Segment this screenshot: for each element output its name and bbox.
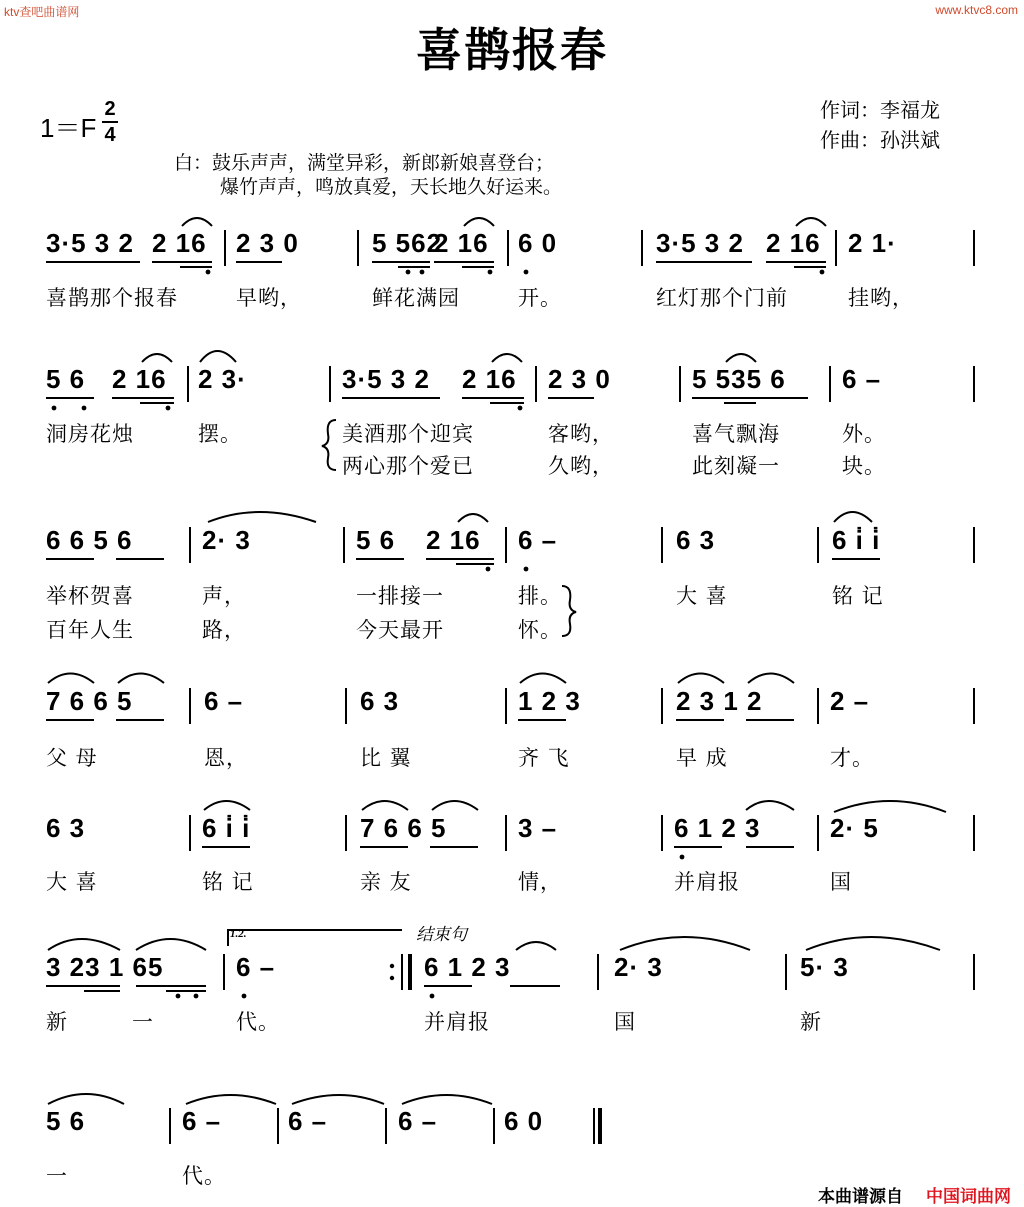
lyric-s1-v1-5: 红灯那个门前 [656,286,788,310]
notes-s1-m8: 2 16 [766,228,821,258]
notes-s6-m5: 5· 3 [800,952,849,982]
lyric-s3-v1-6: 铭 记 [832,584,884,608]
lyric-s2-v1-1: 洞房花烛 [46,422,134,446]
lyric-s2-v2-1: 两心那个爱已 [342,454,474,478]
notes-s1-m2: 2 16 [152,228,207,258]
lyric-s3-v2-3: 今天最开 [356,618,444,642]
lyric-s2-v1-6: 外。 [842,422,886,446]
lyric-s3-v1-4: 排。 [518,584,562,608]
volta-label: 1.2. [230,928,247,940]
lyric-s5-v1-3: 亲 友 [360,870,412,894]
narration-line-1: 白：鼓乐声声，满堂异彩，新郎新娘喜登台； [174,152,555,174]
lyric-s1-v1-4: 开。 [518,286,562,310]
lyric-s4-v1-3: 比 翼 [360,746,412,770]
notes-s5-m4: 3 – [518,813,558,843]
lyric-s6-v1-2: 一 [132,1010,154,1034]
lyric-s6-v1-1: 新 [46,1010,68,1034]
narration-line-2: 爆竹声声，鸣放真爱，天长地久好运来。 [220,176,563,198]
notes-s2-m4: 3·5 3 2 [342,364,430,394]
notes-s4-m3: 6 3 [360,686,400,716]
meter-bottom: 4 [104,124,116,146]
notes-s4-m2: 6 – [204,686,244,716]
notes-s1-m9: 2 1· [848,228,897,258]
lyric-s3-v1-3: 一排接一 [356,584,444,608]
lyric-s3-v2-1: 百年人生 [46,618,134,642]
song-title: 喜鹊报春 [416,23,608,77]
watermark-left: ktv查吧曲谱网 [4,5,80,19]
notes-s6-m4: 2· 3 [614,952,663,982]
notes-s7-m3: 6 – [288,1106,328,1136]
lyric-s4-v1-1: 父 母 [46,746,98,770]
lyric-s2-v1-5: 喜气飘海 [692,422,780,446]
notes-s1-m5: 2 16 [434,228,489,258]
notes-s4-m5: 2 3 1 2 [676,686,763,716]
lyric-s5-v1-5: 并肩报 [674,870,740,894]
lyric-s3-v2-4: 怀。 [518,618,562,642]
lyric-s1-v1-6: 挂哟， [848,286,914,310]
notes-s7-m5: 6 0 [504,1106,544,1136]
lyric-s4-v1-2: 恩， [204,746,248,770]
lyric-s3-v2-2: 路， [202,618,246,642]
notes-s5-m2: 6 i̇ i̇ [202,813,251,843]
notes-s3-m1: 6 6 5 6 [46,525,133,555]
lyric-s1-v1-2: 早哟， [236,286,302,310]
notes-s1-m3: 2 3 0 [236,228,299,258]
lyric-s5-v1-4: 情， [518,870,562,894]
lyric-s6-v1-5: 国 [614,1010,636,1034]
notes-s6-m2: 6 – [236,952,276,982]
notes-s3-m7: 6 i̇ i̇ [832,525,881,555]
lyric-s5-v1-6: 国 [830,870,852,894]
notes-s3-m2: 2· 3 [202,525,251,555]
notes-s4-m1: 7 6 6 5 [46,686,133,716]
lyric-s2-v1-3: 美酒那个迎宾 [342,422,474,446]
lyric-s6-v1-3: 代。 [236,1010,280,1034]
notes-s5-m6: 2· 5 [830,813,879,843]
lyric-s6-v1-6: 新 [800,1010,822,1034]
notes-s5-m1: 6 3 [46,813,86,843]
lyric-s1-v1-3: 鲜花满园 [372,286,460,310]
lyric-s3-v1-5: 大 喜 [676,584,728,608]
lyric-s5-v1-1: 大 喜 [46,870,98,894]
lyric-s7-v1-1: 一 [46,1164,68,1188]
meter-top: 2 [104,98,116,120]
lyric-s2-v2-2: 久哟， [548,454,614,478]
lyric-s5-v1-2: 铭 记 [202,870,254,894]
lyric-s2-v2-3: 此刻凝一 [692,454,780,478]
notes-s7-m1: 5 6 [46,1106,86,1136]
notes-s2-m8: 6 – [842,364,882,394]
lyric-s4-v1-4: 齐 飞 [518,746,570,770]
notes-s6-m3: 6 1 2 3 [424,952,511,982]
notes-s5-m5: 6 1 2 3 [674,813,761,843]
lyric-s4-v1-5: 早 成 [676,746,728,770]
notes-s2-m7: 5 535 6 [692,364,786,394]
lyricist-credit: 作词：李福龙 [820,98,940,122]
watermark-right: www.ktvc8.com [935,3,1018,17]
footer-source: 本曲谱源自 [818,1187,903,1207]
lyric-s7-v1-2: 代。 [182,1164,226,1188]
lyric-s2-v1-2: 摆。 [198,422,242,446]
notes-s4-m6: 2 – [830,686,870,716]
notes-s3-m3: 5 6 [356,525,396,555]
notes-s7-m2: 6 – [182,1106,222,1136]
key-signature: 1＝F [40,113,97,143]
footer-site[interactable]: 中国词曲网 [926,1187,1011,1207]
notes-s2-m6: 2 3 0 [548,364,611,394]
lyric-s2-v1-4: 客哟， [548,422,614,446]
composer-credit: 作曲：孙洪斌 [820,128,940,152]
notes-s7-m4: 6 – [398,1106,438,1136]
notes-s1-m1: 3·5 3 2 [46,228,134,258]
notes-s3-m5: 6 – [518,525,558,555]
notes-s4-m4: 1 2 3 [518,686,581,716]
notes-s3-m4: 2 16 [426,525,481,555]
lyric-s2-v2-4: 块。 [842,454,886,478]
notes-s1-m7: 3·5 3 2 [656,228,744,258]
notes-s2-m3: 2 3· [198,364,247,394]
notes-s1-m4: 5 562 [372,228,443,258]
notes-s2-m5: 2 16 [462,364,517,394]
lyric-s4-v1-6: 才。 [830,746,874,770]
notes-s6-m1: 3 23 1 65 [46,952,164,982]
ending-label: 结束句 [416,925,467,945]
notes-s1-m6: 6 0 [518,228,558,258]
notes-s5-m3: 7 6 6 5 [360,813,447,843]
notes-s3-m6: 6 3 [676,525,716,555]
lyric-s1-v1-1: 喜鹊那个报春 [46,286,178,310]
notes-s2-m1: 5 6 [46,364,86,394]
lyric-s3-v1-1: 举杯贺喜 [46,584,134,608]
lyric-s6-v1-4: 并肩报 [424,1010,490,1034]
lyric-s3-v1-2: 声， [202,584,246,608]
notes-s2-m2: 2 16 [112,364,167,394]
